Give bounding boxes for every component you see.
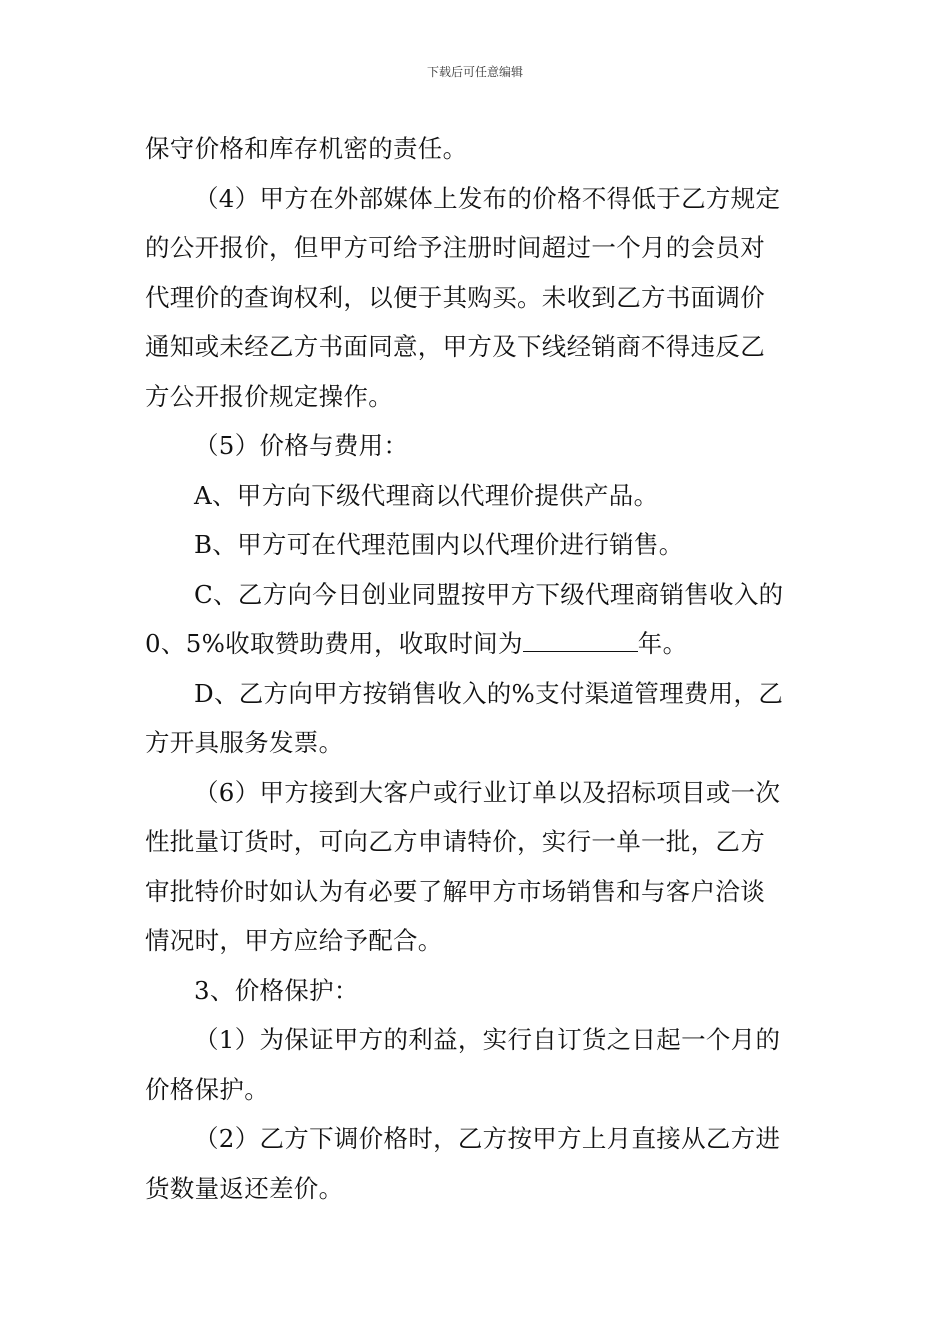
paragraph-line: 代理价的查询权利，以便于其购买。未收到乙方书面调价 [145, 282, 765, 312]
blank-fill-line [523, 631, 638, 652]
paragraph-line: 通知或未经乙方书面同意，甲方及下线经销商不得违反乙 [145, 332, 765, 361]
paragraph-line: （2）乙方下调价格时，乙方按甲方上月直接从乙方进 [194, 1124, 781, 1153]
paragraph-line: 货数量返还差价。 [145, 1173, 344, 1203]
paragraph-line: 情况时，甲方应给予配合。 [145, 926, 443, 955]
paragraph-line: A、甲方向下级代理商以代理价提供产品。 [194, 480, 659, 510]
paragraph-line: 的公开报价，但甲方可给予注册时间超过一个月的会员对 [145, 233, 765, 262]
paragraph-line: 价格保护。 [145, 1074, 269, 1104]
document-body [145, 124, 810, 1213]
paragraph-line [145, 619, 810, 669]
paragraph-line: （6）甲方接到大客户或行业订单以及招标项目或一次 [194, 777, 781, 807]
paragraph-line: 审批特价时如认为有必要了解甲方市场销售和与客户洽谈 [145, 876, 765, 906]
paragraph-line: 方开具服务发票。 [145, 728, 344, 757]
line-text: 年。 [637, 629, 688, 658]
page-header: 下载后可任意编辑 [426, 65, 523, 79]
section-heading: 3、价格保护： [194, 975, 359, 1005]
paragraph-line: 保守价格和库存机密的责任。 [145, 134, 468, 163]
paragraph-line: （1）为保证甲方的利益，实行自订货之日起一个月的 [194, 1025, 781, 1054]
line-text: 0、5%收取赞助费用，收取时间为 [145, 629, 523, 658]
paragraph-line: C、乙方向今日创业同盟按甲方下级代理商销售收入的 [194, 579, 784, 609]
paragraph-line: （5）价格与费用： [194, 431, 409, 460]
paragraph-line: D、乙方向甲方按销售收入的%支付渠道管理费用，乙 [194, 678, 784, 708]
paragraph-line: （4）甲方在外部媒体上发布的价格不得低于乙方规定 [194, 183, 781, 213]
paragraph-line: 性批量订货时，可向乙方申请特价，实行一单一批，乙方 [145, 827, 765, 856]
paragraph-line: 方公开报价规定操作。 [145, 381, 393, 411]
paragraph-line: B、甲方可在代理范围内以代理价进行销售。 [194, 530, 684, 559]
